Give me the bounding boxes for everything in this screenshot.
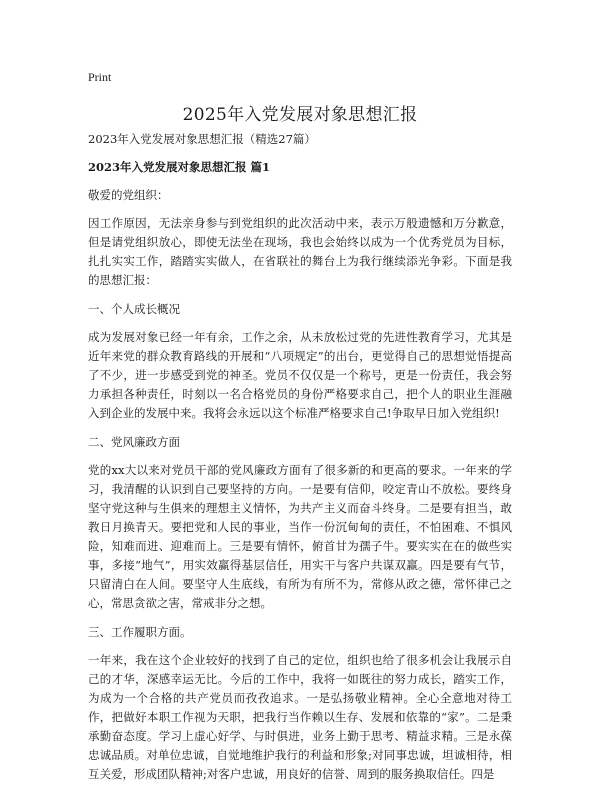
paragraph-personal-growth: 成为发展对象已经一年有余，工作之余，从未放松过党的先进性教育学习，尤其是近年来党的群众教育路线的开展和“八项规定”的出台，更觉得自己的思想觉悟提高了不少，进一步感受到党的神圣。党员不仅仅是一个称号，更是一份责任，我会努力承担各种责任，时刻以一名合格党员的身份严格要求自己，把个人的职业生涯融入到企业的发展中来。我将会永远以这个标准严格要求自己!争取早日加入党组织! (88, 330, 512, 420)
document-body (88, 130, 512, 794)
heading-personal-growth: 一、个人成长概况 (88, 302, 180, 316)
greeting: 敬爱的党组织： (88, 188, 169, 202)
intro-paragraph: 因工作原因，无法亲身参与到党组织的此次活动中来，表示万般遗憾和万分歉意，但是请党组织放心，即使无法坐在现场，我也会始终以成为一个优秀党员为目标，扎扎实实工作，踏踏实实做人，在省联社的舞台上为我行继续添光争彩。下面是我的思想汇报： (88, 216, 512, 287)
document-subtitle: 2023年入党发展对象思想汇报（精选27篇） (88, 132, 316, 146)
paragraph-integrity: 党的xx大以来对党员干部的党风廉政方面有了很多新的和更高的要求。一年来的学习，我清醒的认识到自己要坚持的方向。一是要有信仰，咬定青山不放松。要终身坚守党这种与生俱来的理想主义情怀，为共产主义而奋斗终身。二是要有担当，敢教日月换青天。要把党和人民的事业，当作一份沉甸甸的责任，不怕困难、不惧风险，知难而进、迎难而上。三是要有情怀，俯首甘为孺子牛。要实实在在的做些实事，多接“地气”，用实效赢得基层信任，用实干与客户共谋双赢。四是要有气节，只留清白在人间。要坚守人生底线，有所为有所不为，常修从政之德，常怀律己之心，常思贪欲之害，常戒非分之想。 (88, 463, 512, 610)
section-title: 2023年入党发展对象思想汇报 篇1 (88, 160, 271, 174)
paragraph-duty: 一年来，我在这个企业较好的找到了自己的定位，组织也给了很多机会让我展示自己的才华，深感幸运无比。今后的工作中，我将一如既往的努力成长，踏实工作，为成为一个合格的共产党员而孜孜追求。一是弘扬敬业精神。全心全意地对待工作，把做好本职工作视为天职，把我行当作赖以生存、发展和依靠的“家”。二是秉承勤奋态度。学习上虚心好学、与时俱进，业务上勤于思考、精益求精。三是永葆忠诚品质。对单位忠诚，自觉地维护我行的利益和形象;对同事忠诚，坦诚相待，相互关爱，形成团队精神;对客户忠诚，用良好的信誉、周到的服务换取信任。四是 (88, 653, 512, 781)
print-link[interactable]: Print (88, 70, 112, 84)
heading-integrity: 二、党风廉政方面 (88, 435, 180, 449)
document-title: 2025年入党发展对象思想汇报 (182, 105, 418, 125)
heading-duty: 三、工作履职方面。 (88, 625, 192, 639)
